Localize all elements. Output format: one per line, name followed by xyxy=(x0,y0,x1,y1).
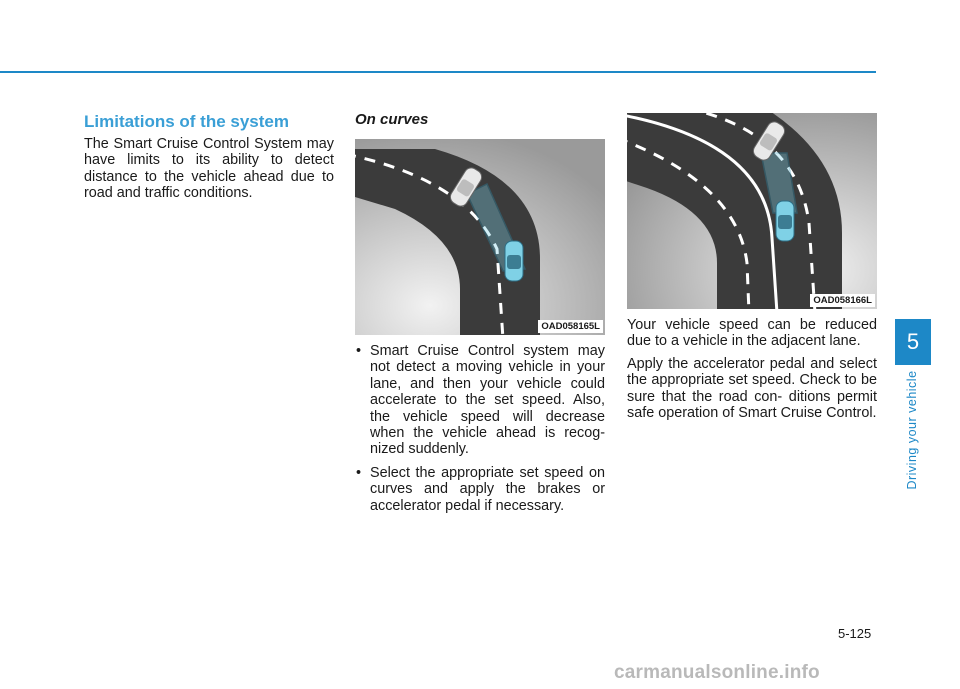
figure-curve-missed-vehicle xyxy=(355,139,605,335)
chapter-label: Driving your vehicle xyxy=(905,370,919,490)
adjacent-lane-paragraph: Your vehicle speed can be reduced due to a vehicle in the adjacent lane. xyxy=(627,317,877,350)
illustration-curve-1 xyxy=(355,139,605,335)
section-title: Limitations of the system xyxy=(84,112,289,131)
chapter-tab: 5 xyxy=(895,319,931,365)
left-column xyxy=(84,136,334,208)
figure-adjacent-lane-vehicle xyxy=(627,113,877,309)
page-number: 5-125 xyxy=(838,626,872,641)
illustration-curve-2 xyxy=(627,113,877,309)
figure-code: OAD058166L xyxy=(810,294,875,307)
advice-paragraph: Apply the accelerator pedal and select the appropriate set speed. Check to be sure that the road con- ditions permit safe operation of Smart Cruise Control. xyxy=(627,355,877,422)
top-rule xyxy=(0,71,876,73)
subsection-title: On curves xyxy=(355,111,429,128)
intro-paragraph: The Smart Cruise Control System may have limits to its ability to detect distance to the vehicle ahead due to road and traffic conditions. xyxy=(84,136,334,202)
middle-column xyxy=(355,343,605,521)
right-column xyxy=(627,317,877,427)
figure-code: OAD058165L xyxy=(538,320,603,333)
watermark[interactable]: carmanualsonline.info xyxy=(614,662,820,683)
bullet-list xyxy=(355,343,605,514)
bullet-item: • Select the appropriate set speed on curves and apply the brakes or accelerator pedal if necessary. xyxy=(355,465,605,514)
bullet-item: • Smart Cruise Control system may not detect a moving vehicle in your lane, and then your vehicle could accelerate to the set speed. Also, the vehicle speed will decrease when the vehicle ahead is recog- nized suddenly. xyxy=(355,343,605,458)
